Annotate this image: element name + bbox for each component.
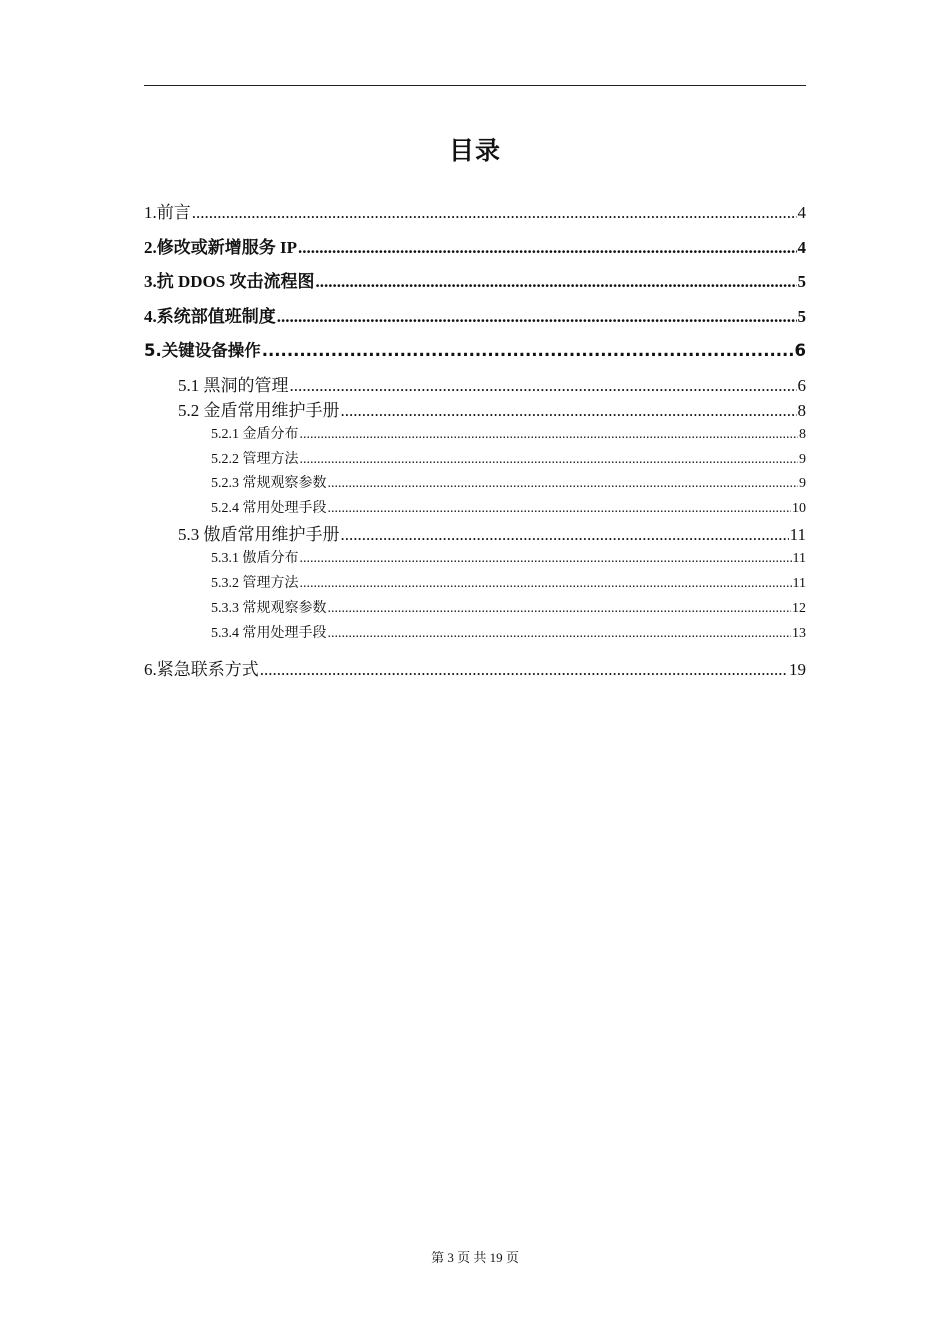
toc-entry-label: 2.修改或新增服务 IP	[144, 238, 297, 257]
toc-entry-page: 4	[797, 238, 806, 257]
toc-entry-label: 5.关键设备操作	[144, 341, 261, 360]
toc-entry-page: 6	[794, 341, 806, 360]
toc-entry-page: 11	[792, 551, 806, 566]
toc-entry-page: 5	[797, 307, 806, 326]
dot-leader	[290, 376, 797, 396]
dot-leader	[260, 660, 788, 680]
toc-entry-page: 13	[792, 626, 806, 641]
toc-entry-label: 5.1 黑洞的管理	[178, 376, 289, 395]
toc-entry-label: 6.紧急联系方式	[144, 660, 259, 679]
toc-entry-aodun-manual[interactable]	[178, 520, 806, 545]
dot-leader	[328, 476, 799, 492]
toc-entry-page: 10	[792, 501, 806, 516]
dot-leader	[192, 203, 797, 223]
toc-entry-page: 4	[797, 203, 806, 222]
toc-entry-label: 5.3.4 常用处理手段	[211, 626, 327, 641]
toc-title: 目录	[448, 136, 501, 165]
toc-entry-ddos-flow[interactable]	[144, 267, 806, 292]
toc-entry-key-devices[interactable]	[144, 337, 806, 361]
toc-entry-label: 5.3.3 常规观察参数	[211, 601, 327, 616]
dot-leader	[315, 272, 796, 292]
toc-entry-label: 5.2.3 常规观察参数	[211, 476, 327, 491]
toc-entry-label: 1.前言	[144, 203, 191, 222]
toc-entry-page: 19	[789, 660, 806, 679]
toc-entry-page: 5	[797, 272, 806, 291]
toc-entry-label: 5.2.4 常用处理手段	[211, 501, 327, 516]
toc-entry-jindun-distribution[interactable]	[211, 423, 806, 443]
dot-leader	[277, 307, 797, 327]
toc-entry-page: 9	[799, 452, 806, 467]
toc-entry-page: 8	[797, 401, 806, 420]
toc-entry-aodun-distribution[interactable]	[211, 547, 806, 567]
toc-entry-jindun-manual[interactable]	[178, 396, 806, 421]
toc-entry-page: 8	[799, 427, 806, 442]
dot-leader	[328, 601, 792, 617]
toc-entry-duty-system[interactable]	[144, 302, 806, 327]
toc-entry-page: 11	[789, 525, 806, 544]
toc-entry-page: 9	[799, 476, 806, 491]
toc-entry-page: 11	[792, 576, 806, 591]
dot-leader	[300, 427, 799, 443]
dot-leader	[298, 238, 797, 258]
dot-leader	[341, 525, 789, 545]
header-rule	[144, 85, 806, 86]
toc-entry-page: 12	[792, 601, 806, 616]
toc-entry-label: 5.2 金盾常用维护手册	[178, 401, 340, 420]
toc-entry-emergency-contact[interactable]	[144, 655, 806, 680]
toc-entry-page: 6	[797, 376, 806, 395]
dot-leader	[262, 341, 794, 360]
toc-entry-label: 5.3 傲盾常用维护手册	[178, 525, 340, 544]
toc-entry-label: 4.系统部值班制度	[144, 307, 276, 326]
page-footer: 第 3 页 共 19 页	[431, 1250, 519, 1265]
toc-entry-jindun-handling[interactable]	[211, 497, 806, 517]
dot-leader	[328, 501, 792, 517]
toc-entry-jindun-parameters[interactable]	[211, 472, 806, 492]
toc-entry-aodun-management[interactable]	[211, 572, 806, 592]
toc-entry-aodun-handling[interactable]	[211, 622, 806, 642]
toc-entry-label: 5.2.1 金盾分布	[211, 427, 299, 442]
dot-leader	[341, 401, 797, 421]
toc-entry-label: 5.2.2 管理方法	[211, 452, 299, 467]
dot-leader	[328, 626, 792, 642]
dot-leader	[300, 576, 792, 592]
toc-entry-label: 3.抗 DDOS 攻击流程图	[144, 272, 315, 291]
toc-entry-aodun-parameters[interactable]	[211, 597, 806, 617]
dot-leader	[300, 452, 799, 468]
toc-entry-preface[interactable]	[144, 198, 806, 223]
toc-entry-label: 5.3.1 傲盾分布	[211, 551, 299, 566]
toc-entry-jindun-management[interactable]	[211, 448, 806, 468]
toc-entry-blackhole[interactable]	[178, 371, 806, 396]
dot-leader	[300, 551, 792, 567]
toc-entry-label: 5.3.2 管理方法	[211, 576, 299, 591]
toc-entry-service-ip[interactable]	[144, 233, 806, 258]
